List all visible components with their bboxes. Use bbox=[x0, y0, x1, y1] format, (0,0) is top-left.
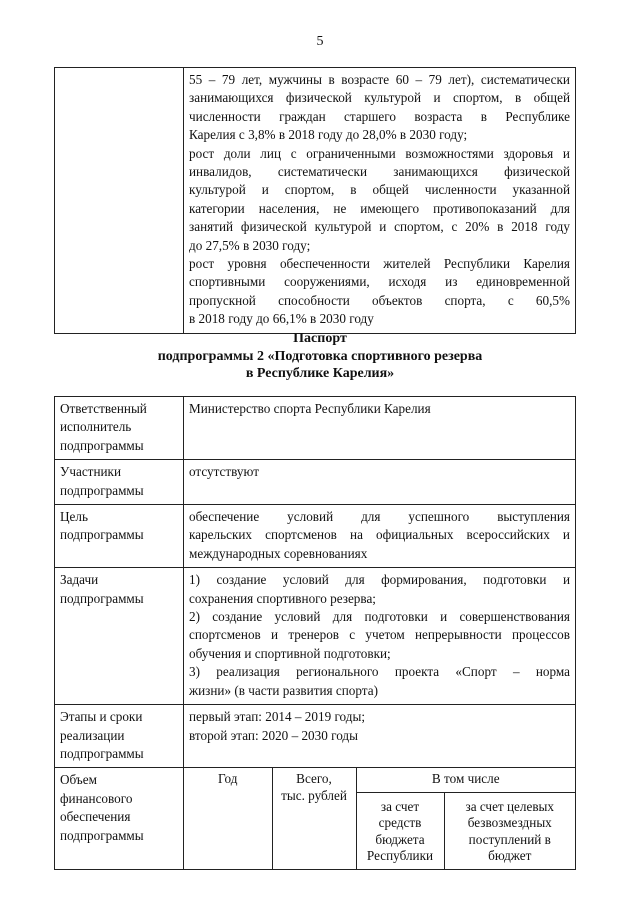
passport-table bbox=[54, 396, 576, 870]
finance-label: Объем финансового обеспечения подпрограммы bbox=[55, 768, 184, 870]
finance-col-year: Год bbox=[218, 771, 238, 787]
text-line: культурой и спортом, в общей численности указанной bbox=[189, 182, 570, 198]
executor-row bbox=[55, 397, 576, 460]
text-line: рост доли лиц с ограниченными возможностями здоровья и bbox=[189, 145, 570, 161]
text-line: категории населения, не имеющего противопоказаний для bbox=[189, 200, 570, 216]
finance-col-including: В том числе bbox=[356, 768, 575, 792]
text-line: до 27,5% в 2030 году; bbox=[189, 237, 311, 253]
finance-col-total: Всего, тыс. рублей bbox=[272, 768, 356, 869]
text-line: 55 – 79 лет, мужчины в возрасте 60 – 79 лет), систематически bbox=[189, 72, 570, 87]
text-line: инвалидов, систематически занимающихся физической bbox=[189, 164, 570, 180]
tasks-label: Задачи подпрограммы bbox=[55, 568, 184, 705]
tasks-value: 1) создание условий для формирования, подготовки и сохранения спортивного резерва; 2) создание условий для подготовки и совершенствования спортсменов и тренеров с учетом непрерывности процессов обучения и спортивной подготовки; 3) реализация регионального проекта «Спорт – норма жизни» (в части развития спорта) bbox=[184, 568, 576, 705]
passport-title-line: в Республике Карелия» bbox=[245, 366, 395, 381]
text-line: занимающихся физической культурой и спортом, в общей bbox=[189, 90, 570, 106]
passport-title bbox=[0, 330, 640, 383]
text-line: пропускной способности объектов спорта, с 60,5% bbox=[189, 292, 570, 308]
tasks-row bbox=[55, 568, 576, 705]
goal-row bbox=[55, 505, 576, 568]
finance-col-budget: за счет средств бюджета Республики bbox=[356, 792, 444, 869]
continuation-value-cell bbox=[184, 68, 576, 334]
passport-title-line: подпрограммы 2 «Подготовка спортивного резерва bbox=[157, 348, 483, 364]
text-line: спортивными сооружениями, исходя из единовременной bbox=[189, 274, 570, 290]
finance-col-grants: за счет целевых безвозмездных поступлений в бюджет bbox=[444, 792, 575, 869]
text-line: Карелия с 3,8% в 2018 году до 28,0% в 2030 году; bbox=[189, 127, 468, 143]
executor-value: Министерство спорта Республики Карелия bbox=[184, 397, 576, 460]
executor-label: Ответственный исполнитель подпрограммы bbox=[55, 397, 184, 460]
passport-title-line: Паспорт bbox=[293, 331, 347, 346]
text-line: численности граждан старшего возраста в Республике bbox=[189, 108, 570, 124]
finance-row bbox=[55, 768, 576, 870]
participants-label: Участники подпрограммы bbox=[55, 460, 184, 505]
participants-row bbox=[55, 460, 576, 505]
finance-table-cell bbox=[184, 768, 576, 870]
stages-label: Этапы и сроки реализации подпрограммы bbox=[55, 705, 184, 768]
text-line: в 2018 году до 66,1% в 2030 году bbox=[189, 311, 374, 327]
finance-header-table bbox=[184, 768, 575, 869]
goal-label: Цель подпрограммы bbox=[55, 505, 184, 568]
page-number: 5 bbox=[316, 34, 324, 49]
stages-row bbox=[55, 705, 576, 768]
goal-value: обеспечение условий для успешного выступления карельских спортсменов на официальных всероссийских и международных соревнованиях bbox=[184, 505, 576, 568]
text-line: рост уровня обеспеченности жителей Республики Карелия bbox=[189, 256, 570, 272]
continuation-label-cell bbox=[55, 68, 184, 334]
text-line: занятий физической культурой и спортом, с 20% в 2018 году bbox=[189, 219, 570, 235]
stages-value: первый этап: 2014 – 2019 годы; второй этап: 2020 – 2030 годы bbox=[184, 705, 576, 768]
continuation-table bbox=[54, 67, 576, 334]
participants-value: отсутствуют bbox=[184, 460, 576, 505]
